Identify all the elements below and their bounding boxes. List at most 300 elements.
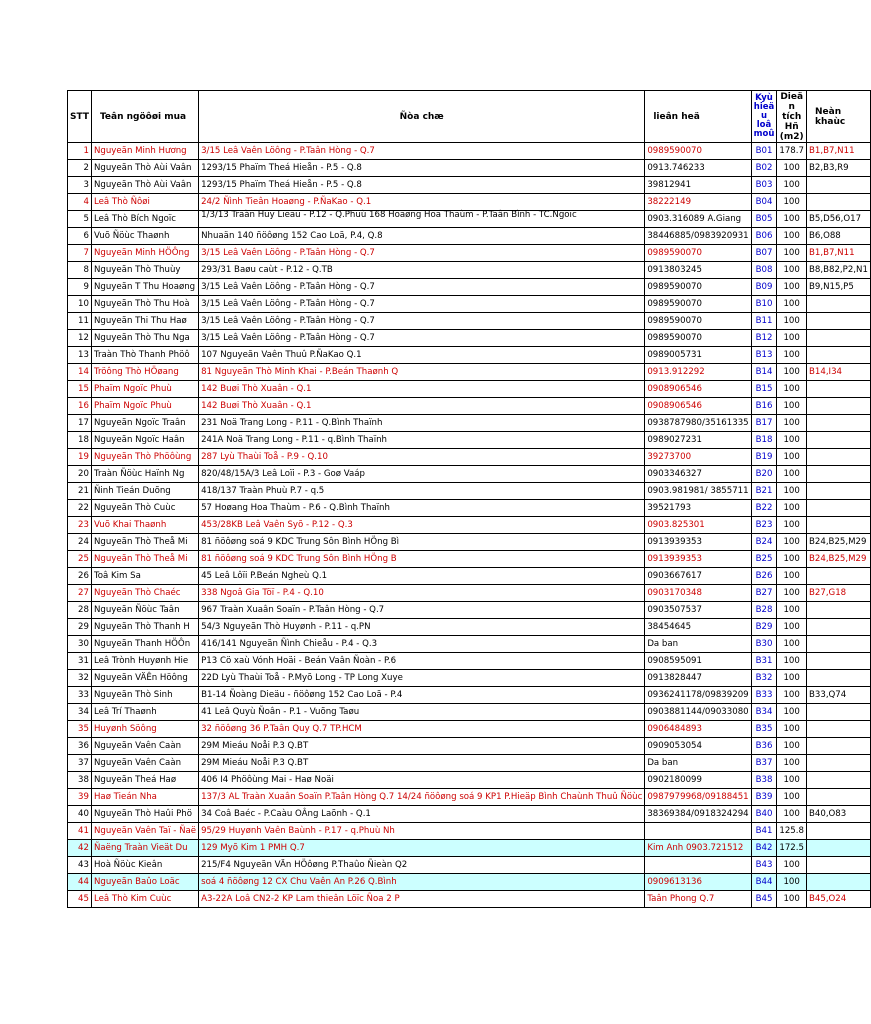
cell-stt[interactable]: 40	[68, 806, 92, 823]
table-row[interactable]	[68, 381, 871, 398]
cell-address[interactable]: 416/141 Nguyeãn Ñình Chieåu - P.4 - Q.3	[199, 636, 645, 653]
cell-address[interactable]: 3/15 Leâ Vaên Löông - P.Taân Hòng - Q.7	[199, 313, 645, 330]
table-row[interactable]	[68, 483, 871, 500]
cell-lot-code[interactable]: B35	[751, 721, 777, 738]
cell-stt[interactable]: 25	[68, 551, 92, 568]
cell-area[interactable]: 100	[777, 347, 807, 364]
cell-other-lots[interactable]	[806, 432, 870, 449]
cell-lot-code[interactable]: B16	[751, 398, 777, 415]
table-row[interactable]	[68, 245, 871, 262]
cell-buyer-name[interactable]: Nguyeãn Thò Cuùc	[91, 500, 198, 517]
cell-address[interactable]: 81 Nguyeãn Thò Minh Khai - P.Beán Thaønh Q	[199, 364, 645, 381]
cell-lot-code[interactable]: B44	[751, 874, 777, 891]
cell-area[interactable]: 100	[777, 789, 807, 806]
cell-address[interactable]: 137/3 AL Traàn Xuaân Soaïn P.Taân Hòng Q.7 14/24 ñöôøng soá 9 KP1 P.Hieäp Bình Chaùnh Thuû Ñöùc	[199, 789, 645, 806]
cell-lot-code[interactable]: B26	[751, 568, 777, 585]
cell-lot-code[interactable]: B32	[751, 670, 777, 687]
cell-stt[interactable]: 35	[68, 721, 92, 738]
cell-contact[interactable]: Taân Phong Q.7	[645, 891, 751, 908]
cell-contact[interactable]: 0913.746233	[645, 160, 751, 177]
cell-buyer-name[interactable]: Vuõ Ñöùc Thaønh	[91, 228, 198, 245]
cell-address[interactable]: 418/137 Traàn Phuù P.7 - q.5	[199, 483, 645, 500]
cell-stt[interactable]: 8	[68, 262, 92, 279]
cell-buyer-name[interactable]: Leâ Trí Thaønh	[91, 704, 198, 721]
cell-contact[interactable]: 38369384/0918324294	[645, 806, 751, 823]
cell-lot-code[interactable]: B01	[751, 143, 777, 160]
cell-area[interactable]: 100	[777, 449, 807, 466]
cell-stt[interactable]: 24	[68, 534, 92, 551]
header-buyer-name[interactable]: Teân ngöôøi mua	[91, 91, 198, 143]
cell-address[interactable]: 3/15 Leâ Vaên Löông - P.Taân Hòng - Q.7	[199, 245, 645, 262]
cell-address[interactable]: 967 Traàn Xuaân Soaïn - P.Taân Hòng - Q.7	[199, 602, 645, 619]
cell-other-lots[interactable]	[806, 500, 870, 517]
cell-address[interactable]: 142 Buøi Thò Xuaân - Q.1	[199, 381, 645, 398]
cell-address[interactable]: 32 ñöôøng 36 P.Taân Quy Q.7 TP.HCM	[199, 721, 645, 738]
cell-contact[interactable]: 0902180099	[645, 772, 751, 789]
cell-buyer-name[interactable]: Nguyeãn Theá Haø	[91, 772, 198, 789]
cell-lot-code[interactable]: B43	[751, 857, 777, 874]
cell-buyer-name[interactable]: Nguyeãn Ñöùc Taân	[91, 602, 198, 619]
cell-stt[interactable]: 27	[68, 585, 92, 602]
cell-other-lots[interactable]	[806, 483, 870, 500]
cell-contact[interactable]: 0908906546	[645, 398, 751, 415]
cell-lot-code[interactable]: B14	[751, 364, 777, 381]
cell-area[interactable]: 100	[777, 262, 807, 279]
cell-lot-code[interactable]: B20	[751, 466, 777, 483]
cell-other-lots[interactable]	[806, 738, 870, 755]
cell-lot-code[interactable]: B27	[751, 585, 777, 602]
cell-contact[interactable]: 0908906546	[645, 381, 751, 398]
cell-contact[interactable]: 0903.825301	[645, 517, 751, 534]
header-area[interactable]: Dieä n tích Hñ (m2)	[777, 91, 807, 143]
cell-area[interactable]: 100	[777, 228, 807, 245]
cell-contact[interactable]: 38222149	[645, 194, 751, 211]
cell-area[interactable]: 100	[777, 534, 807, 551]
cell-stt[interactable]: 44	[68, 874, 92, 891]
cell-other-lots[interactable]: B40,O83	[806, 806, 870, 823]
cell-buyer-name[interactable]: Nguyeãn Minh HÖÔng	[91, 245, 198, 262]
cell-lot-code[interactable]: B38	[751, 772, 777, 789]
cell-contact[interactable]: 0936241178/09839209	[645, 687, 751, 704]
cell-contact[interactable]: 0903507537	[645, 602, 751, 619]
cell-contact[interactable]: 0989005731	[645, 347, 751, 364]
cell-stt[interactable]: 12	[68, 330, 92, 347]
cell-area[interactable]: 100	[777, 279, 807, 296]
cell-other-lots[interactable]	[806, 874, 870, 891]
cell-lot-code[interactable]: B24	[751, 534, 777, 551]
cell-other-lots[interactable]	[806, 517, 870, 534]
cell-lot-code[interactable]: B45	[751, 891, 777, 908]
cell-other-lots[interactable]: B27,G18	[806, 585, 870, 602]
cell-area[interactable]: 100	[777, 432, 807, 449]
table-row[interactable]	[68, 670, 871, 687]
cell-lot-code[interactable]: B12	[751, 330, 777, 347]
cell-lot-code[interactable]: B39	[751, 789, 777, 806]
cell-contact[interactable]: 38446885/0983920931	[645, 228, 751, 245]
table-row[interactable]	[68, 279, 871, 296]
cell-buyer-name[interactable]: Phaïm Ngoïc Phuù	[91, 381, 198, 398]
cell-buyer-name[interactable]: Nguyeãn Thò Chaéc	[91, 585, 198, 602]
cell-buyer-name[interactable]: Phaïm Ngoïc Phuù	[91, 398, 198, 415]
cell-other-lots[interactable]	[806, 823, 870, 840]
cell-address[interactable]: P13 Cö xaù Vónh Hoäi - Beán Vaân Ñoàn - P.6	[199, 653, 645, 670]
cell-contact[interactable]: 0903346327	[645, 466, 751, 483]
table-row[interactable]	[68, 534, 871, 551]
cell-contact[interactable]: 0903.981981/ 3855711	[645, 483, 751, 500]
cell-area[interactable]: 100	[777, 874, 807, 891]
table-row[interactable]	[68, 551, 871, 568]
cell-area[interactable]: 100	[777, 772, 807, 789]
cell-other-lots[interactable]	[806, 347, 870, 364]
cell-lot-code[interactable]: B37	[751, 755, 777, 772]
cell-buyer-name[interactable]: Nguyeãn Ngoïc Haân	[91, 432, 198, 449]
cell-contact[interactable]: 0989590070	[645, 143, 751, 160]
cell-other-lots[interactable]	[806, 313, 870, 330]
cell-address[interactable]: 24/2 Ñình Tieân Hoaøng - P.ÑaKao - Q.1	[199, 194, 645, 211]
cell-stt[interactable]: 17	[68, 415, 92, 432]
cell-stt[interactable]: 41	[68, 823, 92, 840]
cell-address[interactable]: Nhuaän 140 ñöôøng 152 Cao Loã, P.4, Q.8	[199, 228, 645, 245]
cell-contact[interactable]: 0913803245	[645, 262, 751, 279]
cell-area[interactable]: 100	[777, 364, 807, 381]
cell-contact[interactable]: Da ban	[645, 755, 751, 772]
cell-address[interactable]: 241A Noä Trang Long - P.11 - q.Bình Thaïnh	[199, 432, 645, 449]
cell-contact[interactable]: 0908595091	[645, 653, 751, 670]
cell-lot-code[interactable]: B29	[751, 619, 777, 636]
table-row[interactable]	[68, 160, 871, 177]
cell-address[interactable]: 3/15 Leâ Vaên Löông - P.Taân Hòng - Q.7	[199, 143, 645, 160]
table-row[interactable]	[68, 211, 871, 228]
cell-stt[interactable]: 26	[68, 568, 92, 585]
cell-lot-code[interactable]: B03	[751, 177, 777, 194]
cell-lot-code[interactable]: B21	[751, 483, 777, 500]
cell-lot-code[interactable]: B28	[751, 602, 777, 619]
cell-stt[interactable]: 30	[68, 636, 92, 653]
cell-address[interactable]: 453/28KB Leâ Vaên Syõ - P.12 - Q.3	[199, 517, 645, 534]
table-row[interactable]	[68, 789, 871, 806]
cell-address[interactable]: 338 Ngoâ Gia Töï - P.4 - Q.10	[199, 585, 645, 602]
cell-contact[interactable]: 0989590070	[645, 313, 751, 330]
cell-lot-code[interactable]: B31	[751, 653, 777, 670]
cell-address[interactable]: 29M Mieáu Noåi P.3 Q.BT	[199, 755, 645, 772]
cell-stt[interactable]: 10	[68, 296, 92, 313]
cell-contact[interactable]: 39273700	[645, 449, 751, 466]
cell-address[interactable]: 129 Myõ Kim 1 PMH Q.7	[199, 840, 645, 857]
cell-other-lots[interactable]: B45,O24	[806, 891, 870, 908]
cell-other-lots[interactable]	[806, 721, 870, 738]
header-contact[interactable]: lieân heä	[645, 91, 751, 143]
cell-lot-code[interactable]: B10	[751, 296, 777, 313]
cell-contact[interactable]	[645, 857, 751, 874]
cell-stt[interactable]: 22	[68, 500, 92, 517]
cell-buyer-name[interactable]: Nguyeãn Thò Phöôùng	[91, 449, 198, 466]
cell-lot-code[interactable]: B06	[751, 228, 777, 245]
cell-stt[interactable]: 39	[68, 789, 92, 806]
cell-other-lots[interactable]	[806, 177, 870, 194]
cell-other-lots[interactable]: B14,I34	[806, 364, 870, 381]
cell-buyer-name[interactable]: Nguyeãn Thò Sinh	[91, 687, 198, 704]
cell-lot-code[interactable]: B15	[751, 381, 777, 398]
table-row[interactable]	[68, 466, 871, 483]
cell-other-lots[interactable]	[806, 789, 870, 806]
cell-buyer-name[interactable]: Nguyeãn Vaên Caàn	[91, 738, 198, 755]
cell-area[interactable]: 100	[777, 211, 807, 228]
cell-lot-code[interactable]: B30	[751, 636, 777, 653]
cell-buyer-name[interactable]: Nguyeãn Thò Theå Mi	[91, 551, 198, 568]
table-row[interactable]	[68, 313, 871, 330]
cell-area[interactable]: 100	[777, 687, 807, 704]
cell-buyer-name[interactable]: Nguyeãn Thanh HÖÔn	[91, 636, 198, 653]
cell-contact[interactable]: 0989590070	[645, 279, 751, 296]
cell-contact[interactable]: Kim Anh 0903.721512	[645, 840, 751, 857]
table-row[interactable]	[68, 619, 871, 636]
cell-area[interactable]: 100	[777, 602, 807, 619]
table-row[interactable]	[68, 330, 871, 347]
table-row[interactable]	[68, 636, 871, 653]
cell-other-lots[interactable]	[806, 619, 870, 636]
cell-area[interactable]: 100	[777, 568, 807, 585]
cell-area[interactable]: 100	[777, 806, 807, 823]
table-row[interactable]	[68, 262, 871, 279]
cell-area[interactable]: 100	[777, 653, 807, 670]
table-row[interactable]	[68, 415, 871, 432]
cell-area[interactable]: 100	[777, 398, 807, 415]
cell-stt[interactable]: 23	[68, 517, 92, 534]
cell-contact[interactable]: 0903.316089 A.Giang	[645, 211, 751, 228]
cell-area[interactable]: 100	[777, 585, 807, 602]
cell-buyer-name[interactable]: Nguyeãn Minh Hương	[91, 143, 198, 160]
header-lot-code[interactable]: Kyù hieä u loâ moû	[751, 91, 777, 143]
cell-address[interactable]: A3-22A Loâ CN2-2 KP Lam thieân Löïc Ñoa 2 P	[199, 891, 645, 908]
cell-other-lots[interactable]: B24,B25,M29	[806, 534, 870, 551]
table-row[interactable]	[68, 398, 871, 415]
table-row[interactable]	[68, 449, 871, 466]
cell-other-lots[interactable]	[806, 415, 870, 432]
table-row[interactable]	[68, 653, 871, 670]
table-row[interactable]	[68, 721, 871, 738]
cell-contact[interactable]: 0989590070	[645, 330, 751, 347]
cell-address[interactable]: 81 ñöôøng soá 9 KDC Trung Sôn Bình HÖng Bì	[199, 534, 645, 551]
cell-area[interactable]: 100	[777, 636, 807, 653]
cell-other-lots[interactable]: B2,B3,R9	[806, 160, 870, 177]
cell-other-lots[interactable]: B1,B7,N11	[806, 143, 870, 160]
cell-address[interactable]: 142 Buøi Thò Xuaân - Q.1	[199, 398, 645, 415]
cell-stt[interactable]: 34	[68, 704, 92, 721]
cell-buyer-name[interactable]: Haø Tieán Nha	[91, 789, 198, 806]
table-row[interactable]	[68, 500, 871, 517]
cell-area[interactable]: 100	[777, 619, 807, 636]
cell-lot-code[interactable]: B05	[751, 211, 777, 228]
cell-contact[interactable]: 38454645	[645, 619, 751, 636]
table-row[interactable]	[68, 296, 871, 313]
cell-lot-code[interactable]: B42	[751, 840, 777, 857]
cell-contact[interactable]: 0913.912292	[645, 364, 751, 381]
table-row[interactable]	[68, 772, 871, 789]
cell-buyer-name[interactable]: Traàn Ñöùc Haïnh Ng	[91, 466, 198, 483]
cell-address[interactable]: 22D Lyù Thaùi Toå - P.Myõ Long - TP Long Xuye	[199, 670, 645, 687]
cell-buyer-name[interactable]: Tröông Thò HÖøang	[91, 364, 198, 381]
cell-lot-code[interactable]: B34	[751, 704, 777, 721]
cell-contact[interactable]: 0913939353	[645, 534, 751, 551]
cell-buyer-name[interactable]: Nguyeãn Thò Thanh H	[91, 619, 198, 636]
cell-buyer-name[interactable]: Traàn Thò Thanh Phöô	[91, 347, 198, 364]
cell-contact[interactable]: 0989027231	[645, 432, 751, 449]
cell-contact[interactable]	[645, 823, 751, 840]
table-row[interactable]	[68, 755, 871, 772]
table-row[interactable]	[68, 891, 871, 908]
cell-stt[interactable]: 14	[68, 364, 92, 381]
cell-address[interactable]: 107 Nguyeãn Vaên Thuû P.ÑaKao Q.1	[199, 347, 645, 364]
cell-buyer-name[interactable]: Nguyeãn Thò Theå Mi	[91, 534, 198, 551]
table-row[interactable]	[68, 432, 871, 449]
cell-contact[interactable]: 0913939353	[645, 551, 751, 568]
table-row[interactable]	[68, 194, 871, 211]
table-row[interactable]	[68, 874, 871, 891]
cell-area[interactable]: 100	[777, 738, 807, 755]
cell-buyer-name[interactable]: Nguyeãn Vaên Caàn	[91, 755, 198, 772]
cell-stt[interactable]: 28	[68, 602, 92, 619]
cell-lot-code[interactable]: B11	[751, 313, 777, 330]
cell-buyer-name[interactable]: Nguyeãn Thò Aùi Vaân	[91, 160, 198, 177]
cell-area[interactable]: 100	[777, 177, 807, 194]
cell-lot-code[interactable]: B13	[751, 347, 777, 364]
cell-contact[interactable]: 0989590070	[645, 296, 751, 313]
cell-area[interactable]: 100	[777, 670, 807, 687]
table-row[interactable]	[68, 364, 871, 381]
cell-address[interactable]: 1293/15 Phaïm Theá Hieån - P.5 - Q.8	[199, 160, 645, 177]
cell-address[interactable]: 54/3 Nguyeãn Thò Huyønh - P.11 - q.PN	[199, 619, 645, 636]
cell-area[interactable]: 100	[777, 313, 807, 330]
cell-buyer-name[interactable]: Huyønh Söông	[91, 721, 198, 738]
cell-stt[interactable]: 43	[68, 857, 92, 874]
cell-other-lots[interactable]: B5,D56,O17	[806, 211, 870, 228]
table-row[interactable]	[68, 347, 871, 364]
cell-other-lots[interactable]	[806, 704, 870, 721]
cell-buyer-name[interactable]: Leâ Thò Ñôøi	[91, 194, 198, 211]
cell-buyer-name[interactable]: Ñaëng Traàn Vieät Du	[91, 840, 198, 857]
cell-area[interactable]: 100	[777, 755, 807, 772]
cell-stt[interactable]: 1	[68, 143, 92, 160]
cell-other-lots[interactable]	[806, 602, 870, 619]
table-row[interactable]	[68, 228, 871, 245]
cell-contact[interactable]: 0909053054	[645, 738, 751, 755]
table-row[interactable]	[68, 704, 871, 721]
table-row[interactable]	[68, 602, 871, 619]
cell-stt[interactable]: 2	[68, 160, 92, 177]
cell-area[interactable]: 100	[777, 551, 807, 568]
table-row[interactable]	[68, 143, 871, 160]
cell-area[interactable]: 125.8	[777, 823, 807, 840]
cell-other-lots[interactable]	[806, 670, 870, 687]
cell-buyer-name[interactable]: Nguyeãn Ngoïc Traân	[91, 415, 198, 432]
cell-area[interactable]: 178.7	[777, 143, 807, 160]
cell-buyer-name[interactable]: Nguyeãn Thò Thuùy	[91, 262, 198, 279]
cell-address[interactable]: 81 ñöôøng soá 9 KDC Trung Sôn Bình HÖng B	[199, 551, 645, 568]
cell-buyer-name[interactable]: Nguyeãn Baûo Loäc	[91, 874, 198, 891]
cell-other-lots[interactable]	[806, 398, 870, 415]
table-row[interactable]	[68, 738, 871, 755]
cell-lot-code[interactable]: B18	[751, 432, 777, 449]
cell-other-lots[interactable]	[806, 466, 870, 483]
cell-address[interactable]: 1293/15 Phaïm Theá Hieån - P.5 - Q.8	[199, 177, 645, 194]
cell-other-lots[interactable]	[806, 755, 870, 772]
cell-other-lots[interactable]	[806, 857, 870, 874]
cell-other-lots[interactable]: B9,N15,P5	[806, 279, 870, 296]
cell-area[interactable]: 100	[777, 415, 807, 432]
cell-buyer-name[interactable]: Nguyeãn Thò Aùi Vaân	[91, 177, 198, 194]
cell-stt[interactable]: 20	[68, 466, 92, 483]
cell-area[interactable]: 100	[777, 721, 807, 738]
cell-area[interactable]: 100	[777, 857, 807, 874]
cell-address[interactable]: B1-14 Ñoàng Dieäu - ñöôøng 152 Cao Loã - P.4	[199, 687, 645, 704]
cell-contact[interactable]: 0938787980/35161335	[645, 415, 751, 432]
cell-stt[interactable]: 45	[68, 891, 92, 908]
cell-stt[interactable]: 38	[68, 772, 92, 789]
cell-stt[interactable]: 3	[68, 177, 92, 194]
cell-buyer-name[interactable]: Nguyeãn VÄÊn Höông	[91, 670, 198, 687]
cell-other-lots[interactable]	[806, 636, 870, 653]
cell-lot-code[interactable]: B17	[751, 415, 777, 432]
cell-lot-code[interactable]: B07	[751, 245, 777, 262]
table-row[interactable]	[68, 517, 871, 534]
cell-contact[interactable]: 0906484893	[645, 721, 751, 738]
cell-area[interactable]: 100	[777, 500, 807, 517]
cell-buyer-name[interactable]: Leâ Thò Kim Cuùc	[91, 891, 198, 908]
cell-contact[interactable]: 0903667617	[645, 568, 751, 585]
cell-stt[interactable]: 36	[68, 738, 92, 755]
cell-other-lots[interactable]	[806, 568, 870, 585]
cell-address[interactable]: 1/3/13 Traàn Huy Lieäu - P.12 - Q.Phuù 168 Hoaøng Hoa Thaùm - P.Taân Bình - TC.Ngoïc	[199, 211, 645, 228]
table-row[interactable]	[68, 177, 871, 194]
cell-contact[interactable]: 0989590070	[645, 245, 751, 262]
cell-contact[interactable]: 0903170348	[645, 585, 751, 602]
cell-other-lots[interactable]: B8,B82,P2,N1	[806, 262, 870, 279]
cell-address[interactable]: 29M Mieáu Noåi P.3 Q.BT	[199, 738, 645, 755]
cell-contact[interactable]: 0913828447	[645, 670, 751, 687]
cell-address[interactable]: 34 Coâ Baéc - P.Caàu OÂng Laõnh - Q.1	[199, 806, 645, 823]
cell-lot-code[interactable]: B08	[751, 262, 777, 279]
cell-buyer-name[interactable]: Nguyeãn Thò Haûi Phö	[91, 806, 198, 823]
cell-area[interactable]: 100	[777, 194, 807, 211]
cell-other-lots[interactable]	[806, 653, 870, 670]
cell-buyer-name[interactable]: Hoà Ñöùc Kieân	[91, 857, 198, 874]
cell-stt[interactable]: 5	[68, 211, 92, 228]
cell-stt[interactable]: 13	[68, 347, 92, 364]
table-row[interactable]	[68, 823, 871, 840]
cell-buyer-name[interactable]: Nguyeãn Thò Thu Hoà	[91, 296, 198, 313]
cell-area[interactable]: 100	[777, 704, 807, 721]
cell-contact[interactable]: 39812941	[645, 177, 751, 194]
cell-stt[interactable]: 32	[68, 670, 92, 687]
cell-area[interactable]: 100	[777, 245, 807, 262]
cell-buyer-name[interactable]: Nguyeãn Thò Thu Nga	[91, 330, 198, 347]
cell-contact[interactable]: 0909613136	[645, 874, 751, 891]
cell-other-lots[interactable]: B24,B25,M29	[806, 551, 870, 568]
cell-contact[interactable]: 39521793	[645, 500, 751, 517]
cell-stt[interactable]: 37	[68, 755, 92, 772]
cell-stt[interactable]: 11	[68, 313, 92, 330]
table-row[interactable]	[68, 806, 871, 823]
table-row[interactable]	[68, 585, 871, 602]
cell-stt[interactable]: 16	[68, 398, 92, 415]
cell-area[interactable]: 172.5	[777, 840, 807, 857]
cell-other-lots[interactable]	[806, 449, 870, 466]
cell-stt[interactable]: 6	[68, 228, 92, 245]
cell-other-lots[interactable]	[806, 330, 870, 347]
cell-address[interactable]: 3/15 Leâ Vaên Löông - P.Taân Hòng - Q.7	[199, 296, 645, 313]
cell-stt[interactable]: 7	[68, 245, 92, 262]
cell-contact[interactable]: Da ban	[645, 636, 751, 653]
